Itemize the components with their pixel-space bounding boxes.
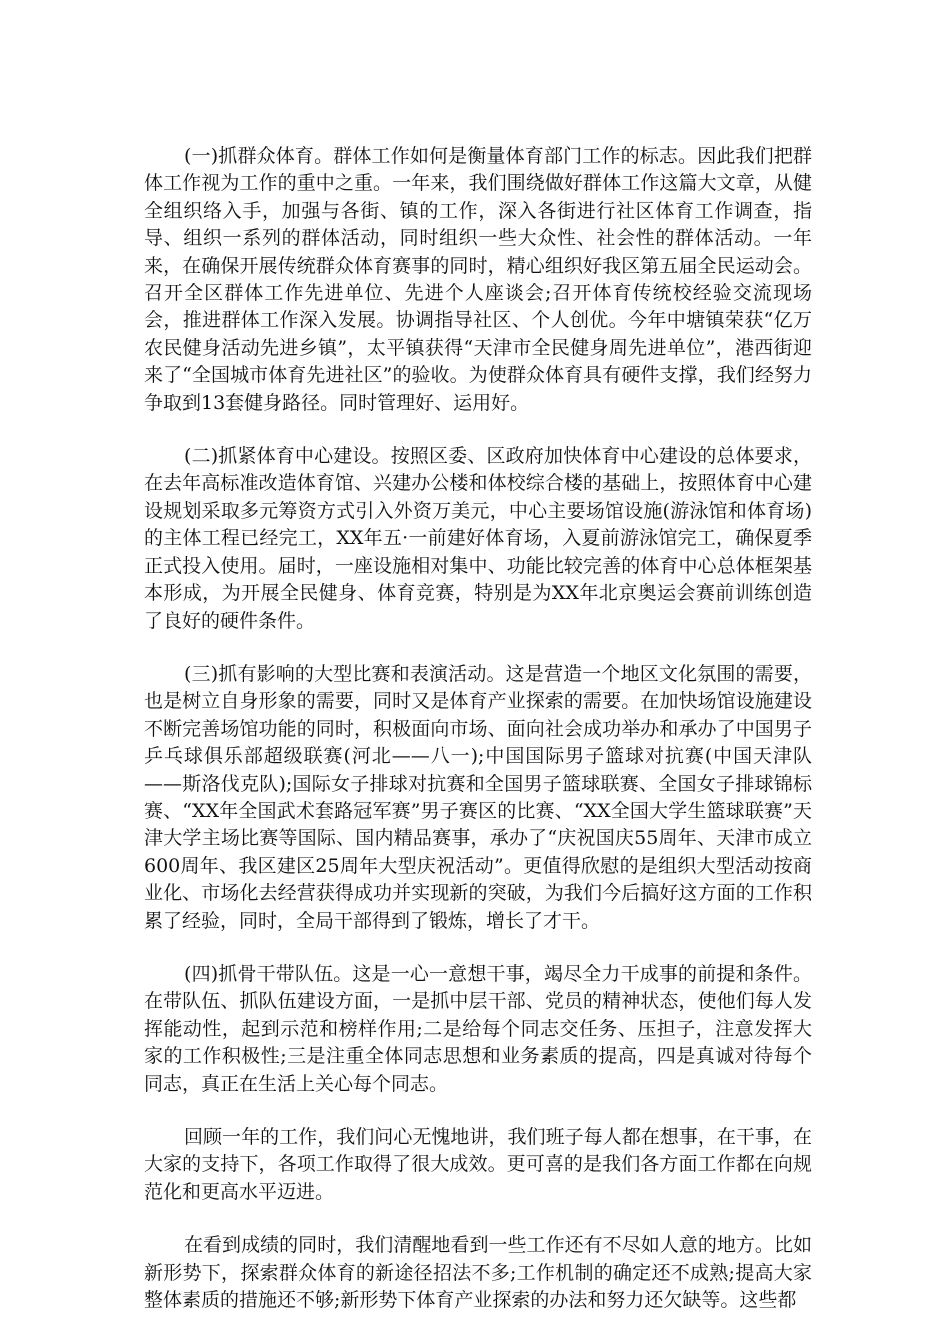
paragraph-team-building: (四)抓骨干带队伍。这是一心一意想干事，竭尽全力干成事的前提和条件。在带队伍、抓队伍建设方面，一是抓中层干部、党员的精神状态，使他们每人发挥能动性，起到示范和榜样作用;二是给每个同志交任务、压担子，注意发挥大家的工作积极性;三是注重全体同志思想和业务素质的提高，四是真诚对待每个同志，真正在生活上关心每个同志。 bbox=[144, 962, 812, 1095]
document-body bbox=[144, 143, 812, 1340]
paragraph-major-events: (三)抓有影响的大型比赛和表演活动。这是营造一个地区文化氛围的需要，也是树立自身形象的需要，同时又是体育产业探索的需要。在加快场馆设施建设不断完善场馆功能的同时，积极面向市场、面向社会成功举办和承办了中国男子乒乓球俱乐部超级联赛(河北——八一);中国国际男子篮球对抗赛(中国天津队——斯洛伐克队);国际女子排球对抗赛和全国男子篮球联赛、全国女子排球锦标赛、“XX年全国武术套路冠军赛”男子赛区的比赛、“XX全国大学生篮球联赛”天津大学主场比赛等国际、国内精品赛事，承办了“庆祝国庆55周年、天津市成立600周年、我区建区25周年大型庆祝活动”。更值得欣慰的是组织大型活动按商业化、市场化去经营获得成功并实现新的突破，为我们今后搞好这方面的工作积累了经验，同时，全局干部得到了锻炼，增长了才干。 bbox=[144, 662, 812, 932]
paragraph-mass-sports: (一)抓群众体育。群体工作如何是衡量体育部门工作的标志。因此我们把群体工作视为工作的重中之重。一年来，我们围绕做好群体工作这篇大文章，从健全组织络入手，加强与各街、镇的工作，深入各街进行社区体育工作调查，指导、组织一系列的群体活动，同时组织一些大众性、社会性的群体活动。一年来，在确保开展传统群众体育赛事的同时，精心组织好我区第五届全民运动会。召开全区群体工作先进单位、先进个人座谈会;召开体育传统校经验交流现场会，推进群体工作深入发展。协调指导社区、个人创优。今年中塘镇荣获“亿万农民健身活动先进乡镇”，太平镇获得“天津市全民健身周先进单位”，港西街迎来了“全国城市体育先进社区”的验收。为使群众体育具有硬件支撑，我们经努力争取到13套健身路径。同时管理好、运用好。 bbox=[144, 145, 812, 414]
paragraph-shortcomings: 在看到成绩的同时，我们清醒地看到一些工作还有不尽如人意的地方。比如新形势下，探索群众体育的新途径招法不多;工作机制的确定还不成熟;提高大家整体素质的措施还不够;新形势下体育产业探索的办法和努力还欠缺等。这些都 bbox=[144, 1234, 812, 1312]
paragraph-sports-center: (二)抓紧体育中心建设。按照区委、区政府加快体育中心建设的总体要求，在去年高标准改造体育馆、兴建办公楼和体校综合楼的基础上，按照体育中心建设规划采取多元筹资方式引入外资万美元，中心主要场馆设施(游泳馆和体育场)的主体工程已经完工，XX年五·一前建好体育场，入夏前游泳馆完工，确保夏季正式投入使用。届时，一座设施相对集中、功能比较完善的体育中心总体框架基本形成，为开展全民健身、体育竞赛，特别是为XX年北京奥运会赛前训练创造了良好的硬件条件。 bbox=[144, 445, 812, 632]
paragraph-review: 回顾一年的工作，我们问心无愧地讲，我们班子每人都在想事，在干事，在大家的支持下，各项工作取得了很大成效。更可喜的是我们各方面工作都在向规范化和更高水平迈进。 bbox=[144, 1126, 812, 1203]
